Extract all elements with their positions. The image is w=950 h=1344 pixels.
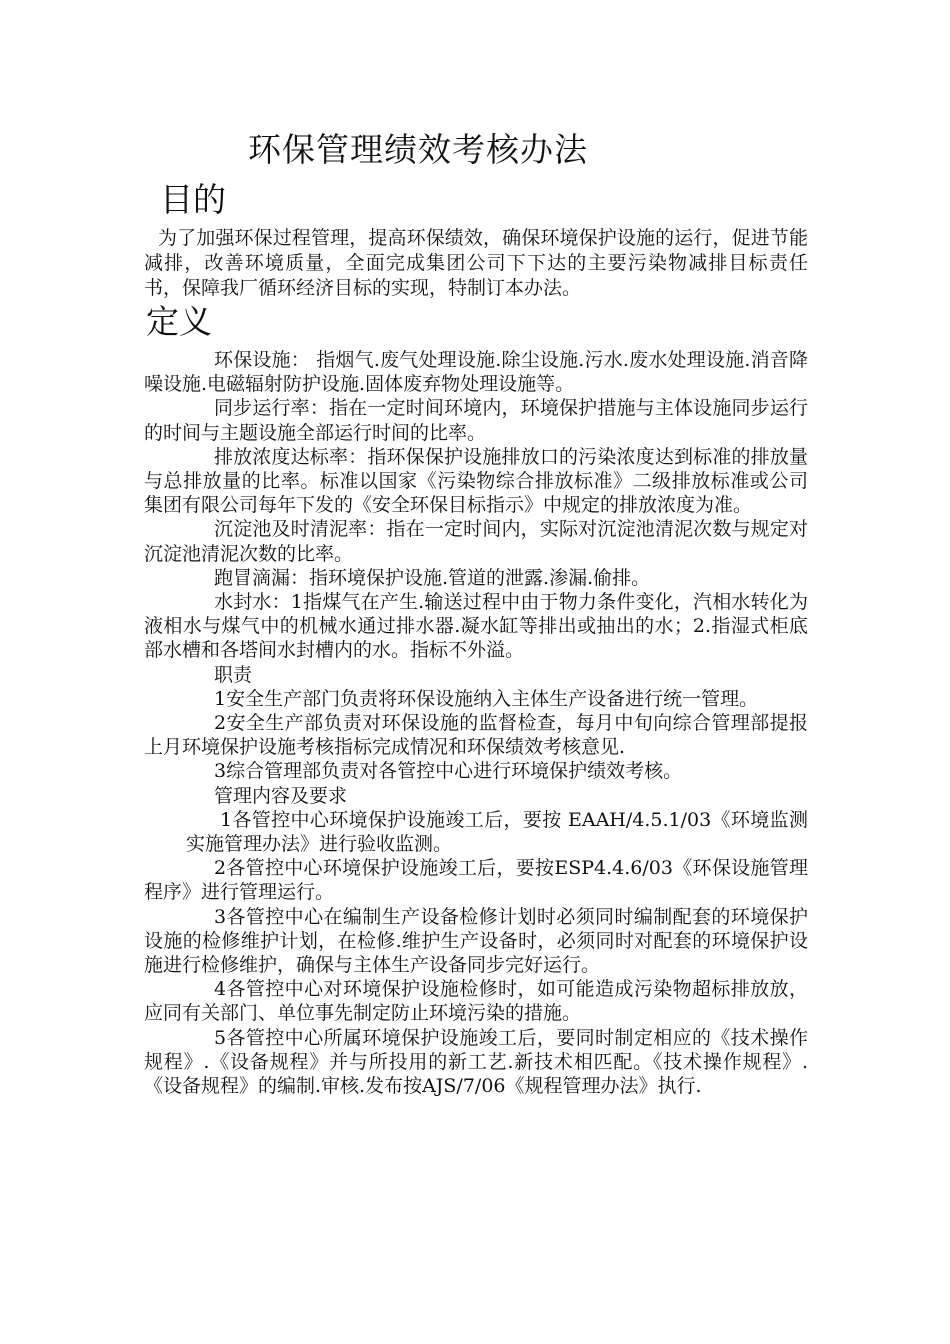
paragraph-requirement-2: 2各管控中心环境保护设施竣工后，要按ESP4.4.6/03《环保设施管理程序》进行管理运行。 bbox=[144, 857, 808, 904]
definition-heading: 定义 bbox=[146, 302, 212, 341]
paragraph-sediment-rate: 沉淀池及时清泥率：指在一定时间内，实际对沉淀池清泥次数与规定对沉淀池清泥次数的比率。 bbox=[144, 518, 808, 565]
paragraph-requirement-3: 3各管控中心在编制生产设备检修计划时必须同时编制配套的环境保护设施的检修维护计划，在检修.维护生产设备时，必须同时对配套的环境保护设施进行检修维护，确保与主体生产设备同步完好运行。 bbox=[144, 905, 808, 977]
paragraph-environmental-facilities: 环保设施： 指烟气.废气处理设施.除尘设施.污水.废水处理设施.消音降噪设施.电磁辐射防护设施.固体废弃物处理设施等。 bbox=[144, 349, 808, 396]
purpose-paragraph: 为了加强环保过程管理，提高环保绩效，确保环境保护设施的运行，促进节能减排，改善环境质量，全面完成集团公司下下达的主要污染物减排目标责任书，保障我厂循环经济目标的实现，特制订本办法。 bbox=[144, 227, 808, 299]
paragraph-leakage: 跑冒滴漏：指环境保护设施.管道的泄露.渗漏.偷排。 bbox=[214, 566, 651, 589]
heading-management-content: 管理内容及要求 bbox=[214, 784, 348, 807]
paragraph-seal-water: 水封水：1指煤气在产生.输送过程中由于物力条件变化，汽相水转化为液相水与煤气中的机械水通过排水器.凝水缸等排出或抽出的水；2.指湿式柜底部水槽和各塔间水封槽内的水。指标不外溢。 bbox=[144, 591, 808, 662]
paragraph-requirement-5: 5各管控中心所属环境保护设施竣工后，要同时制定相应的《技术操作规程》.《设备规程》并与所投用的新工艺.新技术相匹配。《技术操作规程》.《设备规程》的编制.审核.发布按AJS/7/06《规程管理办法》执行. bbox=[144, 1026, 808, 1098]
paragraph-responsibility-1: 1安全生产部门负责将环保设施纳入主体生产设备进行统一管理。 bbox=[214, 687, 759, 710]
paragraph-responsibility-2: 2安全生产部负责对环保设施的监督检查，每月中旬向综合管理部提报上月环境保护设施考核指标完成情况和环保绩效考核意见. bbox=[144, 712, 808, 759]
purpose-body bbox=[144, 226, 808, 301]
definitions-body bbox=[144, 348, 808, 1098]
paragraph-responsibility-3: 3综合管理部负责对各管控中心进行环境保护绩效考核。 bbox=[214, 760, 683, 783]
purpose-heading: 目的 bbox=[160, 180, 226, 219]
paragraph-requirement-4: 4各管控中心对环境保护设施检修时，如可能造成污染物超标排放放，应同有关部门、单位事先制定防止环境污染的措施。 bbox=[144, 978, 808, 1025]
paragraph-emission-rate: 排放浓度达标率：指环保保护设施排放口的污染浓度达到标准的排放量与总排放量的比率。标准以国家《污染物综合排放标准》二级排放标准或公司集团有限公司每年下发的《安全环保目标指示》中规定的排放浓度为准。 bbox=[144, 445, 808, 517]
paragraph-sync-rate: 同步运行率：指在一定时间环境内，环境保护措施与主体设施同步运行的时间与主题设施全部运行时间的比率。 bbox=[144, 397, 808, 444]
paragraph-requirement-1: 1各管控中心环境保护设施竣工后，要按 EAAH/4.5.1/03《环境监测实施管理办法》进行验收监测。 bbox=[186, 808, 808, 856]
document-title: 环保管理绩效考核办法 bbox=[248, 130, 588, 169]
heading-responsibilities: 职责 bbox=[214, 663, 253, 686]
